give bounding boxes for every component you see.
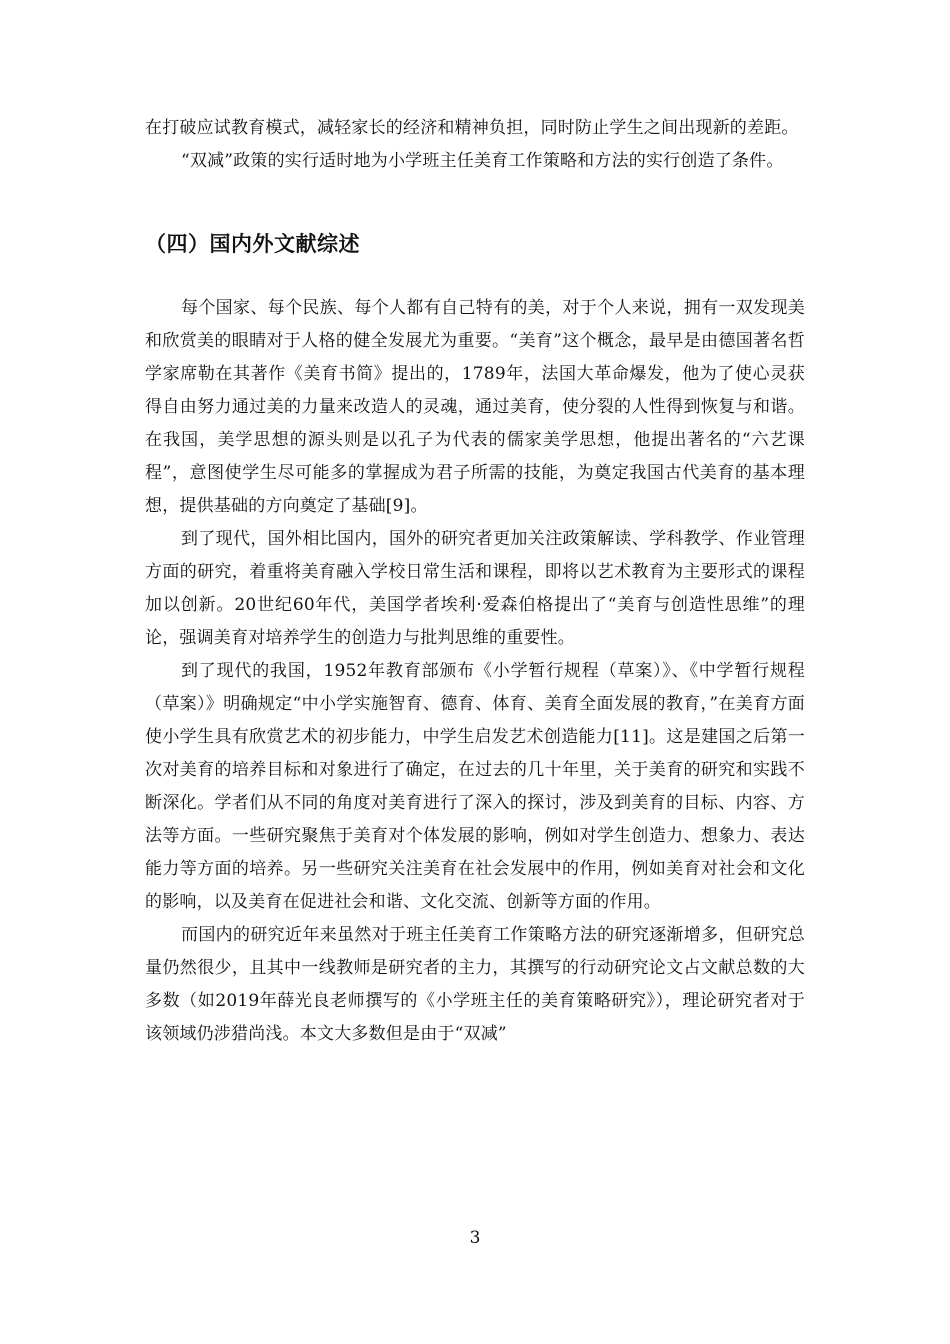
paragraph-foreign-research: 到了现代，国外相比国内，国外的研究者更加关注政策解读、学科教学、作业管理方面的研究，着重将美育融入学校日常生活和课程，即将以艺术教育为主要形式的课程加以创新。20世纪60年代，美国学者埃利·爱森伯格提出了“美育与创造性思维”的理论，强调美育对培养学生的创造力与批判思维的重要性。 [145,529,805,648]
section-heading: （四）国内外文献综述 [145,232,360,256]
paragraph-continuation: 在打破应试教育模式，减轻家长的经济和精神负担，同时防止学生之间出现新的差距。 [145,118,799,138]
paragraph-domestic-research: 而国内的研究近年来虽然对于班主任美育工作策略方法的研究逐渐增多，但研究总量仍然很少，且其中一线教师是研究者的主力，其撰写的行动研究论文占文献总数的大多数（如2019年薛光良老师撰写的《小学班主任的美育策略研究》），理论研究者对于该领域仍涉猎尚浅。本文大多数但是由于“双减” [145,925,805,1044]
paragraph-double-reduction: “双减”政策的实行适时地为小学班主任美育工作策略和方法的实行创造了条件。 [181,151,784,171]
page-number: 3 [469,1228,481,1248]
paragraph-domestic-history: 到了现代的我国，1952年教育部颁布《小学暂行规程（草案）》、《中学暂行规程（草案）》明确规定“中小学实施智育、德育、体育、美育全面发展的教育，”在美育方面使小学生具有欣赏艺术的初步能力，中学生启发艺术创造能力[11]。这是建国之后第一次对美育的培养目标和对象进行了确定，在过去的几十年里，关于美育的研究和实践不断深化。学者们从不同的角度对美育进行了深入的探讨，涉及到美育的目标、内容、方法等方面。一些研究聚焦于美育对个体发展的影响，例如对学生创造力、想象力、表达能力等方面的培养。另一些研究关注美育在社会发展中的作用，例如美育对社会和文化的影响，以及美育在促进社会和谐、文化交流、创新等方面的作用。 [145,661,805,912]
page-content [145,112,805,1051]
paragraph-aesthetic-origins: 每个国家、每个民族、每个人都有自己特有的美，对于个人来说，拥有一双发现美和欣赏美的眼睛对于人格的健全发展尤为重要。“美育”这个概念，最早是由德国著名哲学家席勒在其著作《美育书简》提出的，1789年，法国大革命爆发，他为了使心灵获得自由努力通过美的力量来改造人的灵魂，通过美育，使分裂的人性得到恢复与和谐。在我国，美学思想的源头则是以孔子为代表的儒家美学思想，他提出著名的“六艺课程”，意图使学生尽可能多的掌握成为君子所需的技能，为奠定我国古代美育的基本理想，提供基础的方向奠定了基础[9]。 [145,298,805,516]
